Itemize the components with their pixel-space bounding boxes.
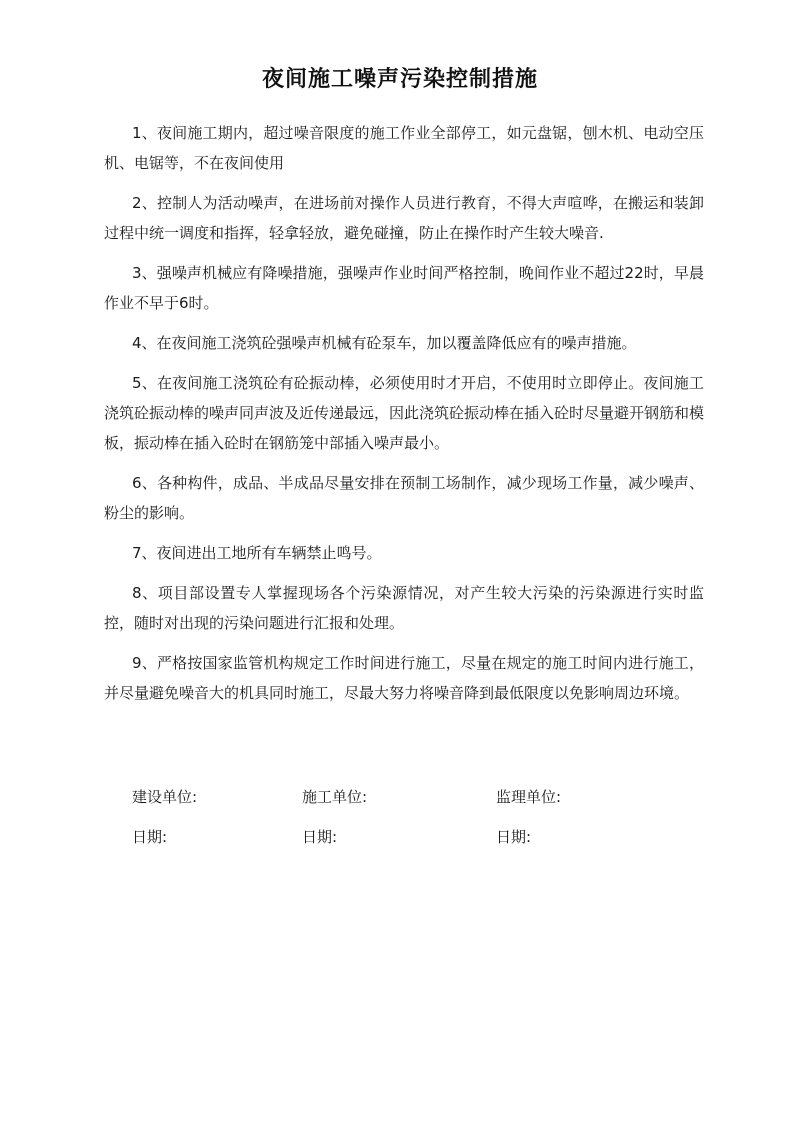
document-body xyxy=(104,118,704,718)
signature-unit-row xyxy=(132,786,652,826)
paragraph-4: 4、在夜间施工浇筑砼强噪声机械有砼泵车，加以覆盖降低应有的噪声措施。 xyxy=(132,334,637,352)
signature-date-row xyxy=(132,826,652,866)
document-title: 夜间施工噪声污染控制措施 xyxy=(261,66,538,92)
paragraph-3: 3、强噪声机械应有降噪措施，强噪声作业时间严格控制，晚间作业不超过22时，早晨作业不早于6时。 xyxy=(104,264,704,312)
paragraph-8: 8、项目部设置专人掌握现场各个污染源情况，对产生较大污染的污染源进行实时监控，随时对出现的污染问题进行汇报和处理。 xyxy=(104,584,704,632)
paragraph-2: 2、控制人为活动噪声，在进场前对操作人员进行教育，不得大声喧哗，在搬运和装卸过程中统一调度和指挥，轻拿轻放，避免碰撞，防止在操作时产生较大噪音. xyxy=(104,194,704,242)
supervision-date-label: 日期: xyxy=(496,828,532,846)
paragraph-9: 9、严格按国家监管机构规定工作时间进行施工，尽量在规定的施工时间内进行施工，并尽量避免噪音大的机具同时施工，尽最大努力将噪音降到最低限度以免影响周边环境。 xyxy=(104,654,704,702)
paragraph-1: 1、夜间施工期内，超过噪音限度的施工作业全部停工，如元盘锯，刨木机、电动空压机、电锯等，不在夜间使用 xyxy=(104,124,704,172)
paragraph-7: 7、夜间进出工地所有车辆禁止鸣号。 xyxy=(132,544,382,562)
signature-block xyxy=(132,786,652,866)
paragraph-5: 5、在夜间施工浇筑砼有砼振动棒，必须使用时才开启，不使用时立即停止。夜间施工浇筑砼振动棒的噪声同声波及近传递最远，因此浇筑砼振动棒在插入砼时尽量避开钢筋和模板，振动棒在插入砼时在钢筋笼中部插入噪声最小。 xyxy=(104,374,705,452)
contractor-date-label: 日期: xyxy=(302,828,338,846)
client-date-label: 日期: xyxy=(132,828,168,846)
construction-contractor-label: 施工单位: xyxy=(302,788,368,806)
supervision-unit-label: 监理单位: xyxy=(496,788,562,806)
paragraph-6: 6、各种构件，成品、半成品尽量安排在预制工场制作，减少现场工作量，减少噪声、粉尘的影响。 xyxy=(104,474,704,522)
construction-client-label: 建设单位: xyxy=(132,788,198,806)
